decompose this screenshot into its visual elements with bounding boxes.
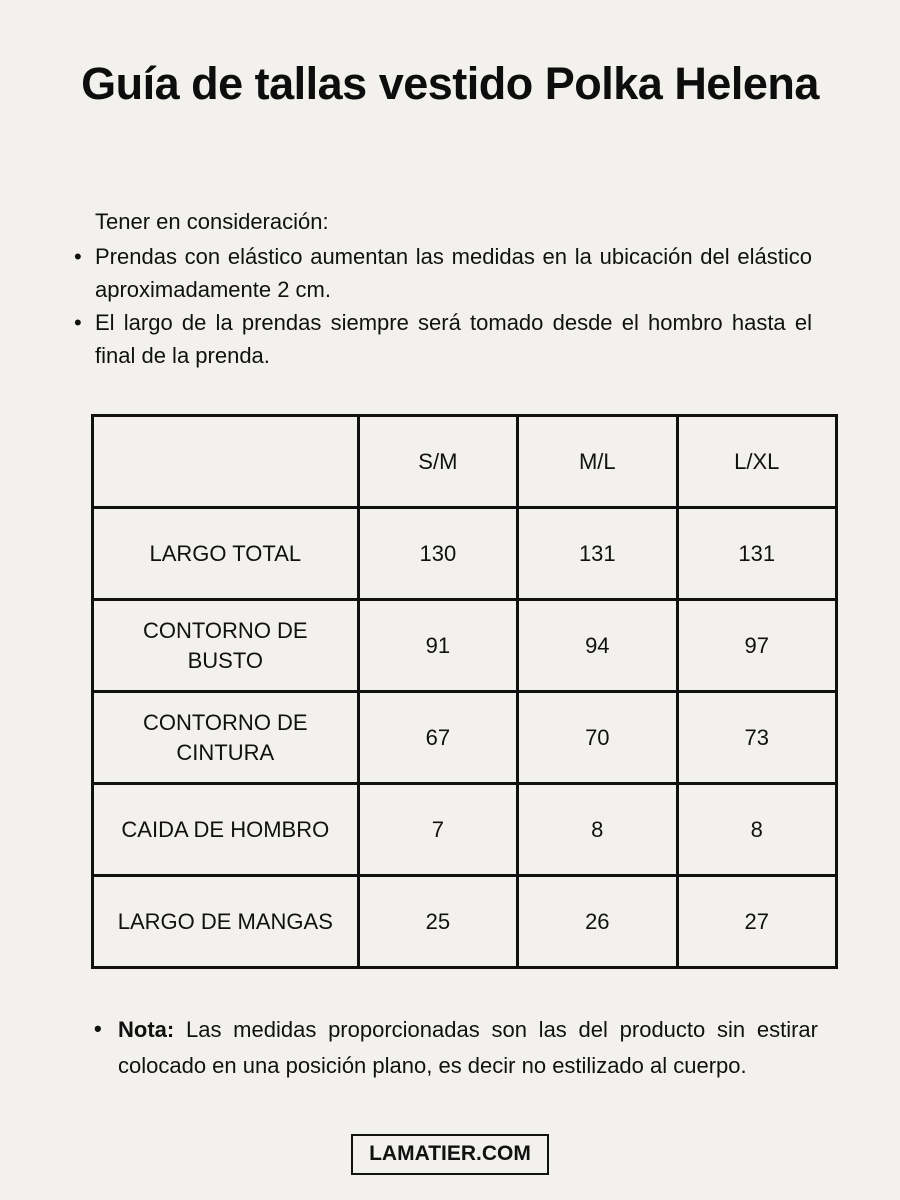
page-title: Guía de tallas vestido Polka Helena xyxy=(81,58,819,109)
consideration-text: Prendas con elástico aumentan las medidas en la ubicación del elástico aproximadamente 2 cm. xyxy=(95,244,812,302)
cell-value: 73 xyxy=(677,692,836,784)
row-label: CAIDA DE HOMBRO xyxy=(93,784,359,876)
consideration-text: El largo de la prendas siempre será tomado desde el hombro hasta el final de la prenda. xyxy=(95,310,812,368)
cell-value: 8 xyxy=(518,784,677,876)
cell-value: 91 xyxy=(358,600,517,692)
table-row xyxy=(93,508,837,600)
table-row xyxy=(93,600,837,692)
brand-badge: LAMATIER.COM xyxy=(351,1134,549,1175)
table-header-lxl: L/XL xyxy=(677,416,836,508)
size-table xyxy=(91,414,838,969)
cell-value: 25 xyxy=(358,876,517,968)
cell-value: 67 xyxy=(358,692,517,784)
table-header-ml: M/L xyxy=(518,416,677,508)
row-label: LARGO TOTAL xyxy=(93,508,359,600)
cell-value: 7 xyxy=(358,784,517,876)
table-row xyxy=(93,692,837,784)
table-header-sm: S/M xyxy=(358,416,517,508)
table-row xyxy=(93,876,837,968)
note-section xyxy=(90,1012,818,1084)
note-text xyxy=(118,1012,818,1084)
footer xyxy=(0,1134,900,1175)
bullet-icon: • xyxy=(74,310,82,335)
list-item xyxy=(70,240,812,306)
considerations-section xyxy=(70,205,812,372)
row-label: CONTORNO DE BUSTO xyxy=(93,600,359,692)
table-header-empty xyxy=(93,416,359,508)
note-label: Nota: xyxy=(118,1017,175,1042)
row-label: CONTORNO DE CINTURA xyxy=(93,692,359,784)
cell-value: 131 xyxy=(518,508,677,600)
cell-value: 131 xyxy=(677,508,836,600)
cell-value: 8 xyxy=(677,784,836,876)
cell-value: 70 xyxy=(518,692,677,784)
bullet-icon: • xyxy=(74,244,82,269)
cell-value: 130 xyxy=(358,508,517,600)
note-body: Las medidas proporcionadas son las del producto sin estirar colocado en una posición plano, es decir no estilizado al cuerpo. xyxy=(118,1017,818,1078)
table-header-row xyxy=(93,416,837,508)
list-item xyxy=(70,306,812,372)
considerations-heading: Tener en consideración: xyxy=(95,209,329,234)
bullet-icon: • xyxy=(94,1016,102,1041)
table-row xyxy=(93,784,837,876)
cell-value: 97 xyxy=(677,600,836,692)
cell-value: 94 xyxy=(518,600,677,692)
cell-value: 26 xyxy=(518,876,677,968)
row-label: LARGO DE MANGAS xyxy=(93,876,359,968)
cell-value: 27 xyxy=(677,876,836,968)
